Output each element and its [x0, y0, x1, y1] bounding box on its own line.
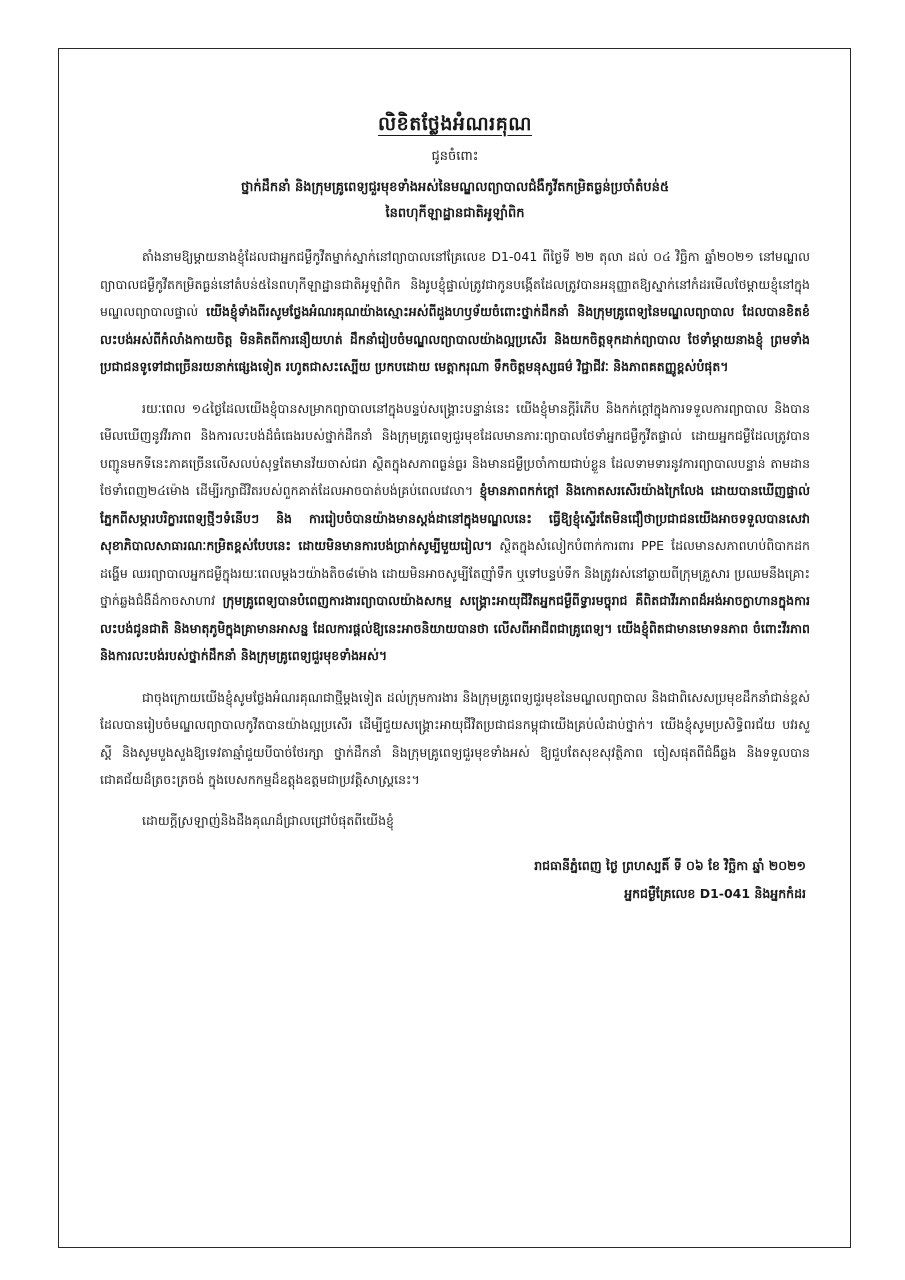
closing-text: ដោយក្តីស្រឡាញ់និងដឹងគុណដ៏ជ្រាលជ្រៅបំផុតពីយើងខ្ញុំ	[142, 812, 394, 828]
recipient-line-1: ថ្នាក់ដឹកនាំ និងក្រុមគ្រូពេទ្យជួរមុខទាំងអស់នៃមណ្ឌលព្យាបាលជំងឺកូវីតកម្រិតធ្ងន់ប្រចាំតំបន់៥	[240, 180, 670, 195]
signature-block	[100, 852, 806, 908]
paragraph-1-bold: យើងខ្ញុំទាំងពីរសូមថ្លែងអំណរគុណយ៉ាងស្មោះអស់ពីដួងហឫទ័យចំពោះថ្នាក់ដឹកនាំ និងក្រុមគ្រូពេទ្យនៃមណ្ឌលព្យាបាល ដែលបានខិតខំ លះបង់អស់ពីកំលាំងកាយចិត្ត មិនគិតពីការនឿយហត់ ដឹកនាំរៀបចំមណ្ឌលព្យាបាលយ៉ាងល្អប្រសើរ និងយកចិត្តទុកដាក់ព្យាបាល ថែទាំម្តាយនាងខ្ញុំ ព្រមទាំងប្រជាជនទូទៅជាច្រើនរយនាក់ផ្សេងទៀត រហូតជាសះស្បើយ ប្រកបដោយ មេត្តាករុណា ទឹកចិត្តមនុស្សធម៌ វិជ្ជាជីវៈ និងភាពគតញ្ញូខ្ពស់បំផុត។	[100, 304, 810, 374]
paragraph-2-text-1: រយៈពេល ១៤ថ្ងៃដែលយើងខ្ញុំបានសម្រាកព្យាបាលនៅក្នុងបន្ទប់សង្គ្រោះបន្ទាន់នេះ យើងខ្ញុំមានក្តីរំភើប និងកក់ក្តៅក្នុងការទទួលការព្យាបាល និងបានមើលឃើញនូវវីរភាព និងការលះបង់ដ៏ធំធេងរបស់ថ្នាក់ដឹកនាំ និងក្រុមគ្រូពេទ្យជួរមុខដែលមានភារៈព្យាបាលថែទាំអ្នកជម្ងឺកូវីតផ្ទាល់ ដោយអ្នកជម្ងឺដែលត្រូវបានបញ្ជូនមកទីនេះភាគច្រើនលើសលប់សុទ្ធតែមានវ័យចាស់ជរា ស្ថិតក្នុងសភាពធ្ងន់ធ្ងរ និងមានជម្ងឺប្រចាំកាយជាប់ខ្លួន ដែលទាមទារនូវការព្យាបាលបន្ទាន់ តាមដានថែទាំពេញ២៤ម៉ោង ដើម្បីរក្សាជីវិតរបស់ពួកគាត់ដែលអាចបាត់បង់គ្រប់ពេលវេលា។	[100, 400, 810, 498]
paragraph-3	[100, 684, 810, 794]
paragraph-2	[100, 395, 810, 670]
paragraph-2-text-2: ស្ថិតក្នុងសំលៀកបំពាក់ការពារ PPE ដែលមានសភាពហប់ពិបាកដកដង្ហើម ឈរព្យាបាលអ្នកជម្ងឺក្នុងរយៈពេលម្តងៗយ៉ាងតិច៨ម៉ោង ដោយមិនអាចសូម្បីតែញ៉ាំទឹក ឬទៅបន្ទប់ទឹក និងត្រូវរស់នៅឆ្ងាយពីក្រុមគ្រួសារ ប្រឈមនឹងគ្រោះថ្នាក់ឆ្លងជំងឺដ៏កាចសាហាវ	[100, 538, 810, 608]
recipient-line-2: នៃពហុកីឡាដ្ឋានជាតិអូឡាំពិក	[385, 206, 525, 221]
paragraph-3-text: ជាចុងក្រោយយើងខ្ញុំសូមថ្លែងអំណរគុណជាថ្មីម្តងទៀត ដល់ក្រុមការងារ និងក្រុមគ្រូពេទ្យជួរមុខនៃមណ្ឌលព្យាបាល និងជាពិសេសប្រមុខដឹកនាំជាន់ខ្ពស់ ដែលបានរៀបចំមណ្ឌលព្យាបាលកូវីតបានយ៉ាងល្អប្រសើរ ដើម្បីជួយសង្គ្រោះអាយុជីវិតប្រជាជនកម្ពុជាយើងគ្រប់លំដាប់ថ្នាក់។ យើងខ្ញុំសូមប្រសិទ្ធិពរជ័យ បវរសួស្តី និងសូមបួងសួងឱ្យទេវតាឆ្មាំជួយបីបាច់ថែរក្សា ថ្នាក់ដឹកនាំ និងក្រុមគ្រូពេទ្យជួរមុខទាំងអស់ ឱ្យជួបតែសុខសុវត្ថិភាព ចៀសផុតពីជំងឺឆ្លង និងទទួលបានជោគជ័យដ៏ត្រចះត្រចង់ ក្នុងបេសកកម្មដ៏ឧត្តុងឧត្តមជាប្រវត្តិសាស្ត្រនេះ។	[100, 689, 810, 787]
letter-to: ជូនចំពោះ	[431, 149, 479, 164]
letter-body	[100, 112, 810, 908]
signature-name: អ្នកជម្ងឺគ្រែលេខ D1-041 និងអ្នកកំដរ	[624, 885, 806, 901]
paragraph-1-text: តាំងនាមឱ្យម្តាយនាងខ្ញុំដែលជាអ្នកជម្ងឺកូវីតម្នាក់ស្នាក់នៅព្យាបាលនៅគ្រែលេខ D1-041 ពីថ្ងៃទី ២២ តុលា ដល់ ០៤ វិច្ឆិកា ឆ្នាំ២០២១ នៅមណ្ឌលព្យាបាលជម្ងឺកូវីតកម្រិតធ្ងន់នៅតំបន់៥នៃពហុកីឡាដ្ឋានជាតិអូឡាំពិក និងរូបខ្ញុំផ្ទាល់ត្រូវជាកូនបង្កើតដែលត្រូវបានអនុញ្ញាតឱ្យស្នាក់នៅកំដរមើលថែម្តាយខ្ញុំនៅក្នុងមណ្ឌលព្យាបាលផ្ទាល់	[100, 249, 810, 319]
paragraph-2-bold-1: ខ្ញុំមានភាពកក់ក្តៅ និងកោតសរសើរយ៉ាងក្រៃលែង ដោយបានឃើញផ្ទាល់ភ្នែកពីសម្ភារបរិក្ខារពេទ្យថ្មីៗទំនើបៗ និង ការរៀបចំបានយ៉ាងមានស្តង់ដានៅក្នុងមណ្ឌលនេះ ធ្វើឱ្យខ្ញុំស្ទើរតែមិនជឿថាប្រជាជនយើងអាចទទួលបានសេវាសុខាភិបាលសាធារណៈកម្រិតខ្ពស់បែបនេះ ដោយមិនមានការបង់ប្រាក់សូម្បីមួយរៀល។	[100, 483, 810, 553]
closing-line	[100, 808, 810, 834]
paragraph-1	[100, 243, 810, 381]
letter-recipient	[100, 175, 810, 227]
signature-date: រាជធានីភ្នំពេញ ថ្ងៃ ព្រហស្បតិ៍ ទី ០៦ ខែ វិច្ឆិកា ឆ្នាំ ២០២១	[534, 857, 806, 873]
paragraph-2-bold-2: ក្រុមគ្រូពេទ្យបានបំពេញការងារព្យាបាលយ៉ាងសកម្ម សង្គ្រោះអាយុជីវិតអ្នកជម្ងឺពីទ្វារមច្ចុរាជ គឺពិតជាវីរភាពដ៏អង់អាចក្លាហានក្នុងការលះបង់ជូនជាតិ និងមាតុភូមិក្នុងគ្រាមានអាសន្ន ដែលការផ្តល់ឱ្យនេះអាចនិយាយបានថា លើសពីអាជីពជាគ្រូពេទ្យ។ យើងខ្ញុំពិតជាមានមោទនភាព ចំពោះវីរភាព និងការលះបង់របស់ថ្នាក់ដឹកនាំ និងក្រុមគ្រូពេទ្យជួរមុខទាំងអស់។	[100, 593, 810, 663]
letter-title: លិខិតថ្លែងអំណរគុណ	[378, 113, 532, 135]
